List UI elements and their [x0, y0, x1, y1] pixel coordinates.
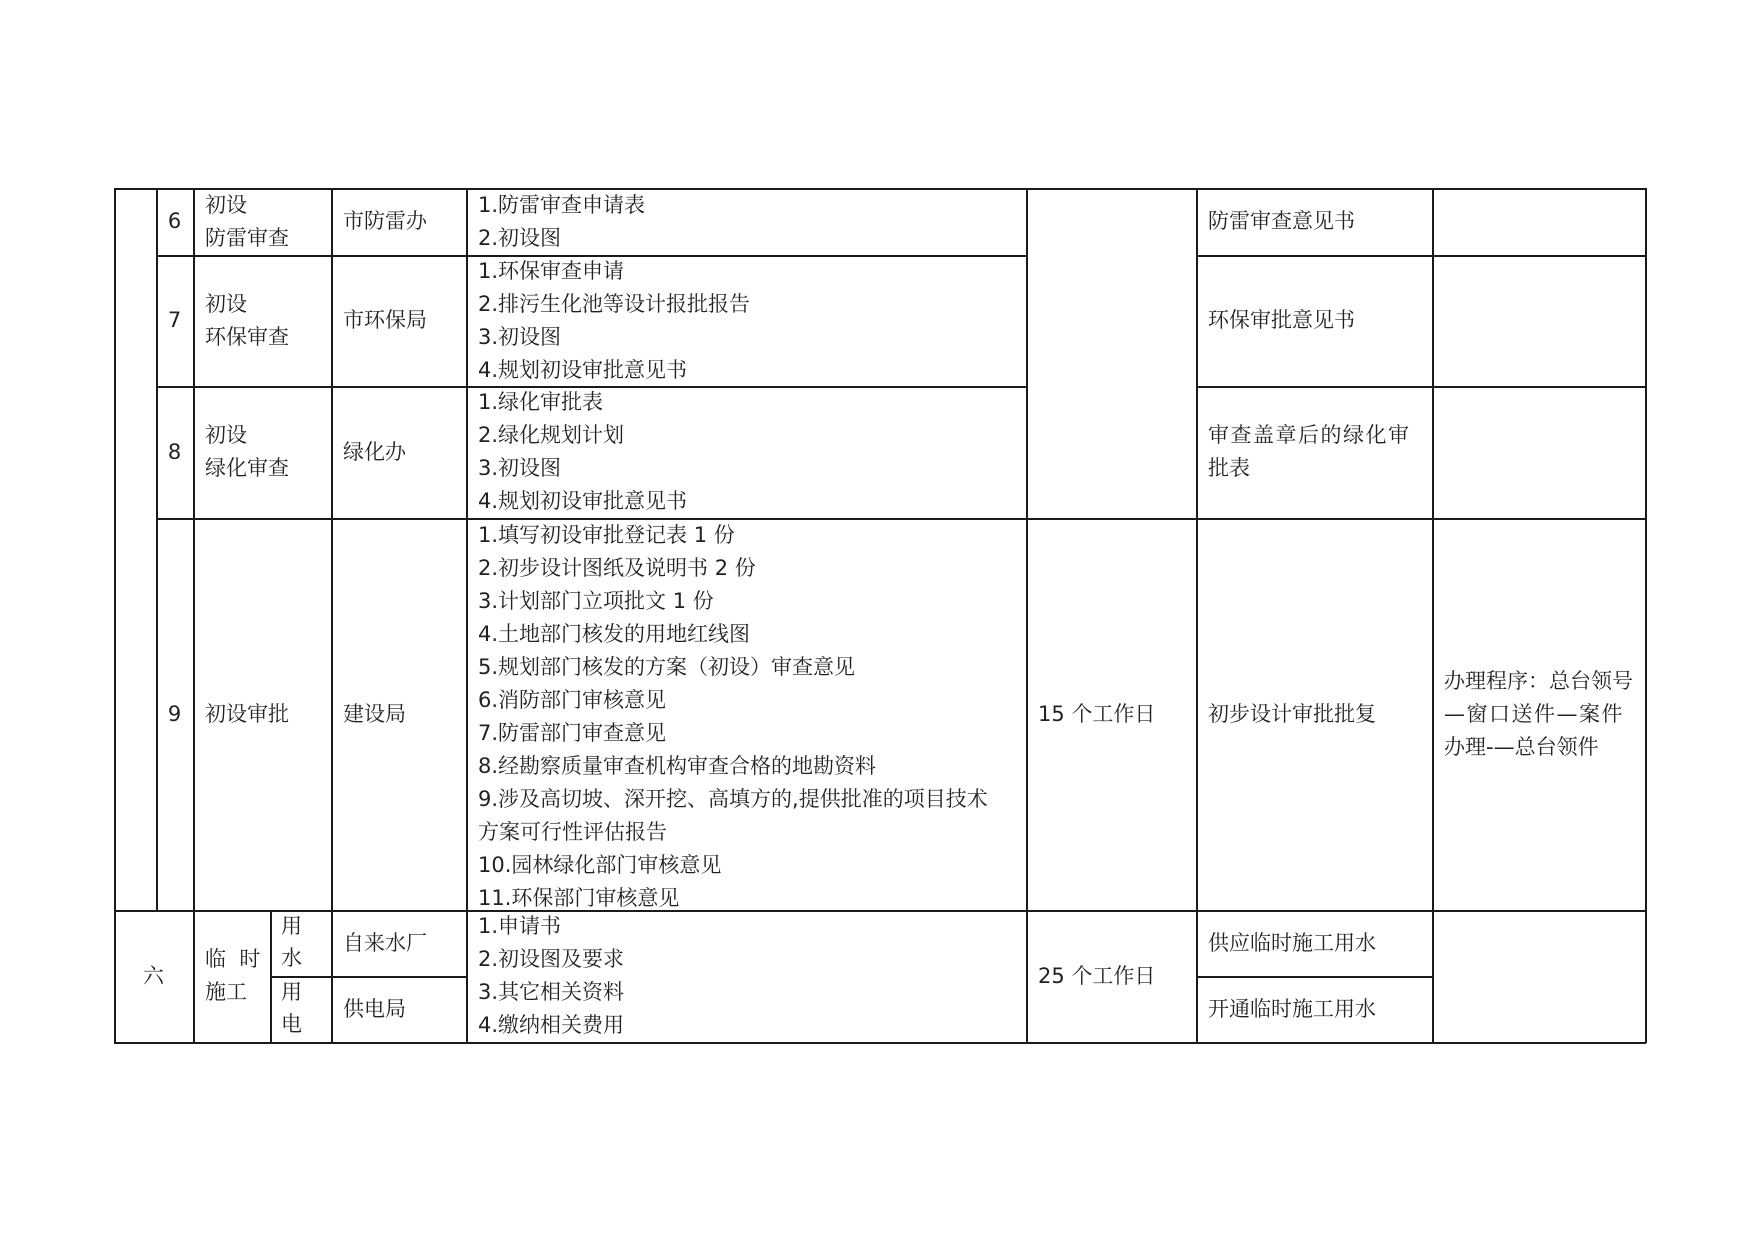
row-number [156, 255, 193, 386]
col-divider [1432, 188, 1434, 1043]
department [343, 518, 406, 910]
item-name [205, 518, 289, 910]
material-item: 2.绿化规划计划 [478, 423, 625, 447]
item-name [205, 386, 289, 518]
procedure-note-line: —窗口送件—案件 [1444, 701, 1624, 726]
procedure-note-line: 办理程序：总台领号 [1444, 668, 1633, 693]
row-number-text: 6 [167, 209, 182, 233]
result-doc [1208, 386, 1411, 518]
water-label-char: 用 [281, 914, 302, 938]
section-number-text: 六 [143, 963, 164, 988]
water-result [1208, 910, 1376, 976]
material-item: 8.经勘察质量审查机构审查合格的地勘资料 [478, 754, 877, 778]
material-item: 11.环保部门审核意见 [478, 886, 680, 910]
col-divider [1196, 188, 1198, 1043]
material-item: 4.土地部门核发的用地红线图 [478, 622, 751, 646]
item-name-line: 临 时 [205, 947, 261, 971]
material-item: 3.计划部门立项批文 1 份 [478, 589, 714, 613]
material-item: 4.规划初设审批意见书 [478, 358, 688, 382]
material-item: 方案可行性评估报告 [478, 820, 667, 844]
item-name-line: 初设 [205, 423, 247, 447]
row-number [156, 518, 193, 910]
water-department-text: 自来水厂 [343, 930, 427, 955]
result-doc [1208, 188, 1355, 255]
department [343, 255, 427, 386]
power-result-text: 开通临时施工用水 [1208, 996, 1376, 1021]
department-text: 市环保局 [343, 308, 427, 332]
water-label-char: 水 [281, 946, 302, 970]
row-number-text: 9 [167, 701, 182, 726]
result-doc-text: 防雷审查意见书 [1208, 209, 1355, 233]
result-doc-text: 环保审批意见书 [1208, 308, 1355, 332]
row-number [156, 386, 193, 518]
department [343, 386, 406, 518]
water-department [343, 910, 427, 976]
material-item: 4.规划初设审批意见书 [478, 489, 688, 513]
material-item: 10.园林绿化部门审核意见 [478, 853, 722, 877]
water-result-text: 供应临时施工用水 [1208, 930, 1376, 955]
material-item: 2.初步设计图纸及说明书 2 份 [478, 556, 756, 580]
material-item: 1.环保审查申请 [478, 259, 625, 283]
item-name [205, 910, 260, 1042]
procedure-note-line: 办理-—总台领件 [1444, 734, 1599, 759]
department [343, 188, 427, 255]
item-name [205, 255, 289, 386]
table-border-right [1645, 188, 1647, 1043]
item-name-line: 绿化审查 [205, 456, 289, 480]
material-item: 1.防雷审查申请表 [478, 193, 646, 217]
material-item: 3.初设图 [478, 456, 562, 480]
materials-list [478, 386, 687, 518]
department-text: 绿化办 [343, 439, 406, 464]
material-item: 3.其它相关资料 [478, 980, 625, 1004]
materials-list [478, 519, 988, 915]
power-label-char: 电 [281, 1012, 302, 1036]
power-label [281, 976, 302, 1040]
material-item: 2.初设图及要求 [478, 947, 625, 971]
col-divider [331, 188, 333, 1043]
materials-list [478, 910, 624, 1042]
row-number-text: 8 [167, 439, 182, 464]
materials-list [478, 255, 750, 387]
item-name-line: 防雷审查 [205, 225, 289, 250]
result-doc [1208, 518, 1376, 910]
materials-list [478, 189, 645, 255]
item-name [205, 188, 289, 255]
item-name-line: 施工 [205, 980, 247, 1004]
material-item: 3.初设图 [478, 325, 562, 349]
water-label [281, 910, 302, 974]
result-doc-line: 审查盖章后的绿化审 [1208, 423, 1411, 447]
col-divider [466, 188, 468, 1043]
item-name-line: 初设 [205, 192, 247, 217]
material-item: 6.消防部门审核意见 [478, 688, 667, 712]
processing-time [1038, 518, 1155, 910]
processing-time-text: 15 个工作日 [1038, 701, 1156, 726]
section-number [114, 910, 193, 1042]
procedure-note [1444, 518, 1633, 910]
material-item: 1.申请书 [478, 914, 562, 938]
item-name-line: 环保审查 [205, 324, 289, 349]
result-doc-text: 初步设计审批批复 [1208, 701, 1376, 726]
col-divider [193, 188, 195, 1043]
department-text: 建设局 [343, 701, 406, 726]
material-item: 5.规划部门核发的方案（初设）审查意见 [478, 655, 856, 679]
table-border-bottom [114, 1042, 1646, 1044]
col-divider [270, 910, 272, 1043]
material-item: 2.排污生化池等设计报批报告 [478, 292, 751, 316]
power-label-char: 用 [281, 980, 302, 1004]
material-item: 2.初设图 [478, 226, 562, 250]
processing-time-text: 25 个工作日 [1038, 963, 1156, 988]
item-name-text: 初设审批 [205, 701, 289, 726]
department-text: 市防雷办 [343, 209, 427, 233]
result-doc-line: 批表 [1208, 456, 1250, 480]
material-item: 1.绿化审批表 [478, 390, 604, 414]
processing-time [1038, 910, 1155, 1042]
power-result [1208, 976, 1376, 1042]
item-name-line: 初设 [205, 291, 247, 316]
row-number [156, 188, 193, 255]
material-item: 9.涉及高切坡、深开挖、高填方的,提供批准的项目技术 [478, 787, 988, 811]
material-item: 7.防雷部门审查意见 [478, 721, 667, 745]
material-item: 4.缴纳相关费用 [478, 1013, 625, 1037]
row-number-text: 7 [167, 308, 182, 332]
material-item: 1.填写初设审批登记表 1 份 [478, 523, 735, 547]
power-department [343, 976, 406, 1042]
col-divider [1026, 188, 1028, 1043]
result-doc [1208, 255, 1355, 386]
power-department-text: 供电局 [343, 996, 406, 1021]
